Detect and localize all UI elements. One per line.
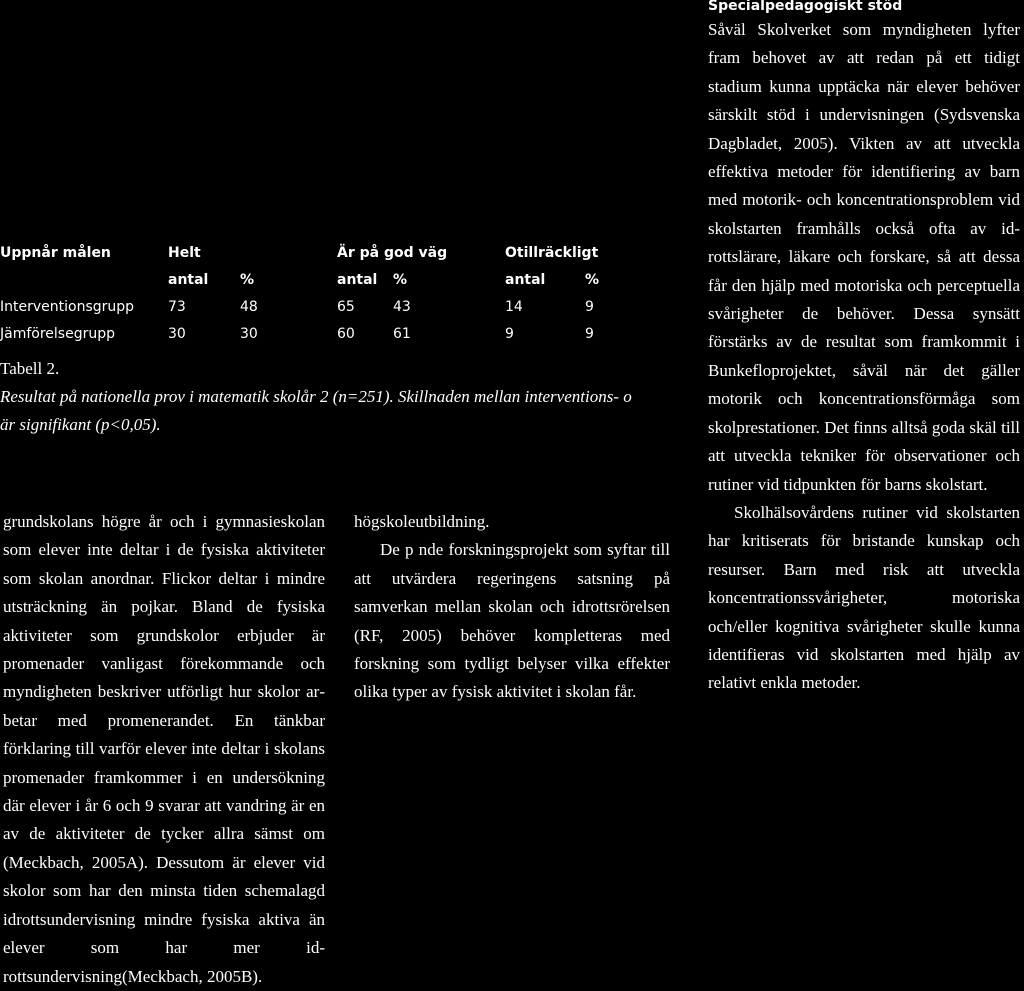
table-subheader-god-pct: % <box>393 272 408 288</box>
text-column-2 <box>354 508 670 707</box>
table-cell-helt-pct: 30 <box>240 326 258 342</box>
body-paragraph: De p nde forskningsprojekt som syftar till att utvärdera regeringens satsning på samverkan mellan skolan och idrottsrörelsen (RF, 2005) behöver kompletteras med forskning som tydligt belyser vilka effekter olika typer av fysisk aktivitet i skolan får. <box>354 540 670 702</box>
table-cell-group: Interventionsgrupp <box>0 299 135 315</box>
table-header-otillrackligt: Otillräckligt <box>505 245 599 261</box>
table-subheader-helt-pct: % <box>240 272 255 288</box>
table-cell-group: Jämförelsegrupp <box>0 326 115 342</box>
caption-text: Resultat på nationella prov i matematik skolår 2 (n=251). Skillnaden mellan interventions- o är signifikant (p<0,05). <box>0 387 632 434</box>
table-header-helt: Helt <box>168 245 201 261</box>
body-paragraph: högskoleutbildning. <box>354 512 490 531</box>
table-cell-helt-antal: 73 <box>168 299 186 315</box>
table-subheader-helt-antal: antal <box>168 272 209 288</box>
table-cell-god-antal: 60 <box>337 326 355 342</box>
table-header-row <box>0 243 640 270</box>
table-cell-god-antal: 65 <box>337 299 355 315</box>
body-paragraph: Skolhälsovårdens rutiner vid skolstarten har kritiserats för bristande kunskap och resurser. Barn med risk att utveckla koncentrationssvårigheter, motoriska och/eller kognitiva svårigheter skulle kunna identifieras vid skolstarten med hjälp av relativt enkla metoder. <box>708 502 1020 693</box>
table-cell-otill-pct: 9 <box>585 326 594 342</box>
table-cell-god-pct: 43 <box>393 299 411 315</box>
section-heading: Specialpedagogiskt stöd <box>708 0 903 14</box>
table-header-god-vag: Är på god väg <box>337 245 448 261</box>
table-cell-god-pct: 61 <box>393 326 411 342</box>
table-cell-helt-antal: 30 <box>168 326 186 342</box>
table-row <box>0 324 640 351</box>
text-column-3 <box>708 0 1020 698</box>
table-subheader-otill-antal: antal <box>505 272 546 288</box>
table-cell-otill-pct: 9 <box>585 299 594 315</box>
results-table <box>0 243 640 351</box>
text-column-1 <box>3 508 325 991</box>
table-subheader-otill-pct: % <box>585 272 600 288</box>
table-subheader-god-antal: antal <box>337 272 378 288</box>
table-caption <box>0 355 650 439</box>
body-paragraph: grundskolans högre år och i gymnasieskolan som elever inte deltar i de fysiska aktiviteter som skolan anordnar. Flickor deltar i mindre utsträckning än pojkar. Bland de fysiska aktiviteter som grundskolor erbjuder är promenader vanligast förekommande och myndigheten beskriver utförligt hur skolor arbetar med promenerandet. En tänkbar förklaring till varför elever inte deltar i skolans promenader framkommer i en undersökning där elever i år 6 och 9 svarar att vandring är en av de aktiviteter de tycker allra sämst om (Meckbach, 2005A). Dessutom är elever vid skolor som har den minsta tiden schemalagd idrottsundervisning mindre fysiska aktiva än elever som har mer idrottsundervisning(Meckbach, 2005B). <box>3 512 325 986</box>
table-cell-otill-antal: 9 <box>505 326 514 342</box>
table-header-label: Uppnår målen <box>0 245 111 261</box>
table-row <box>0 297 640 324</box>
table-cell-helt-pct: 48 <box>240 299 258 315</box>
caption-title: Tabell 2. <box>0 359 60 378</box>
body-paragraph: Såväl Skolverket som myndigheten lyfter fram behovet av att redan på ett tidigt stadium kunna upptäcka när elever behöver särskilt stöd i undervisningen (Sydsvenska Dagbladet, 2005). Vikten av att utveckla effektiva metoder för identifiering av barn med motorik- och koncentrationsproblem vid skolstarten framhålls också ofta av idrottslärare, läkare och forskare, så att dessa får den hjälp med motoriska och perceptuella svårigheter de behöver. Dessa synsätt förstärks av de resultat som framkommit i Bunkefloprojektet, såväl när det gäller motorik och koncentrationsförmåga som skolprestationer. Det finns alltså goda skäl till att utveckla tekniker för observationer och rutiner vid tidpunkten för barns skolstart. <box>708 20 1020 494</box>
table-subheader-row <box>0 270 640 297</box>
table-cell-otill-antal: 14 <box>505 299 523 315</box>
